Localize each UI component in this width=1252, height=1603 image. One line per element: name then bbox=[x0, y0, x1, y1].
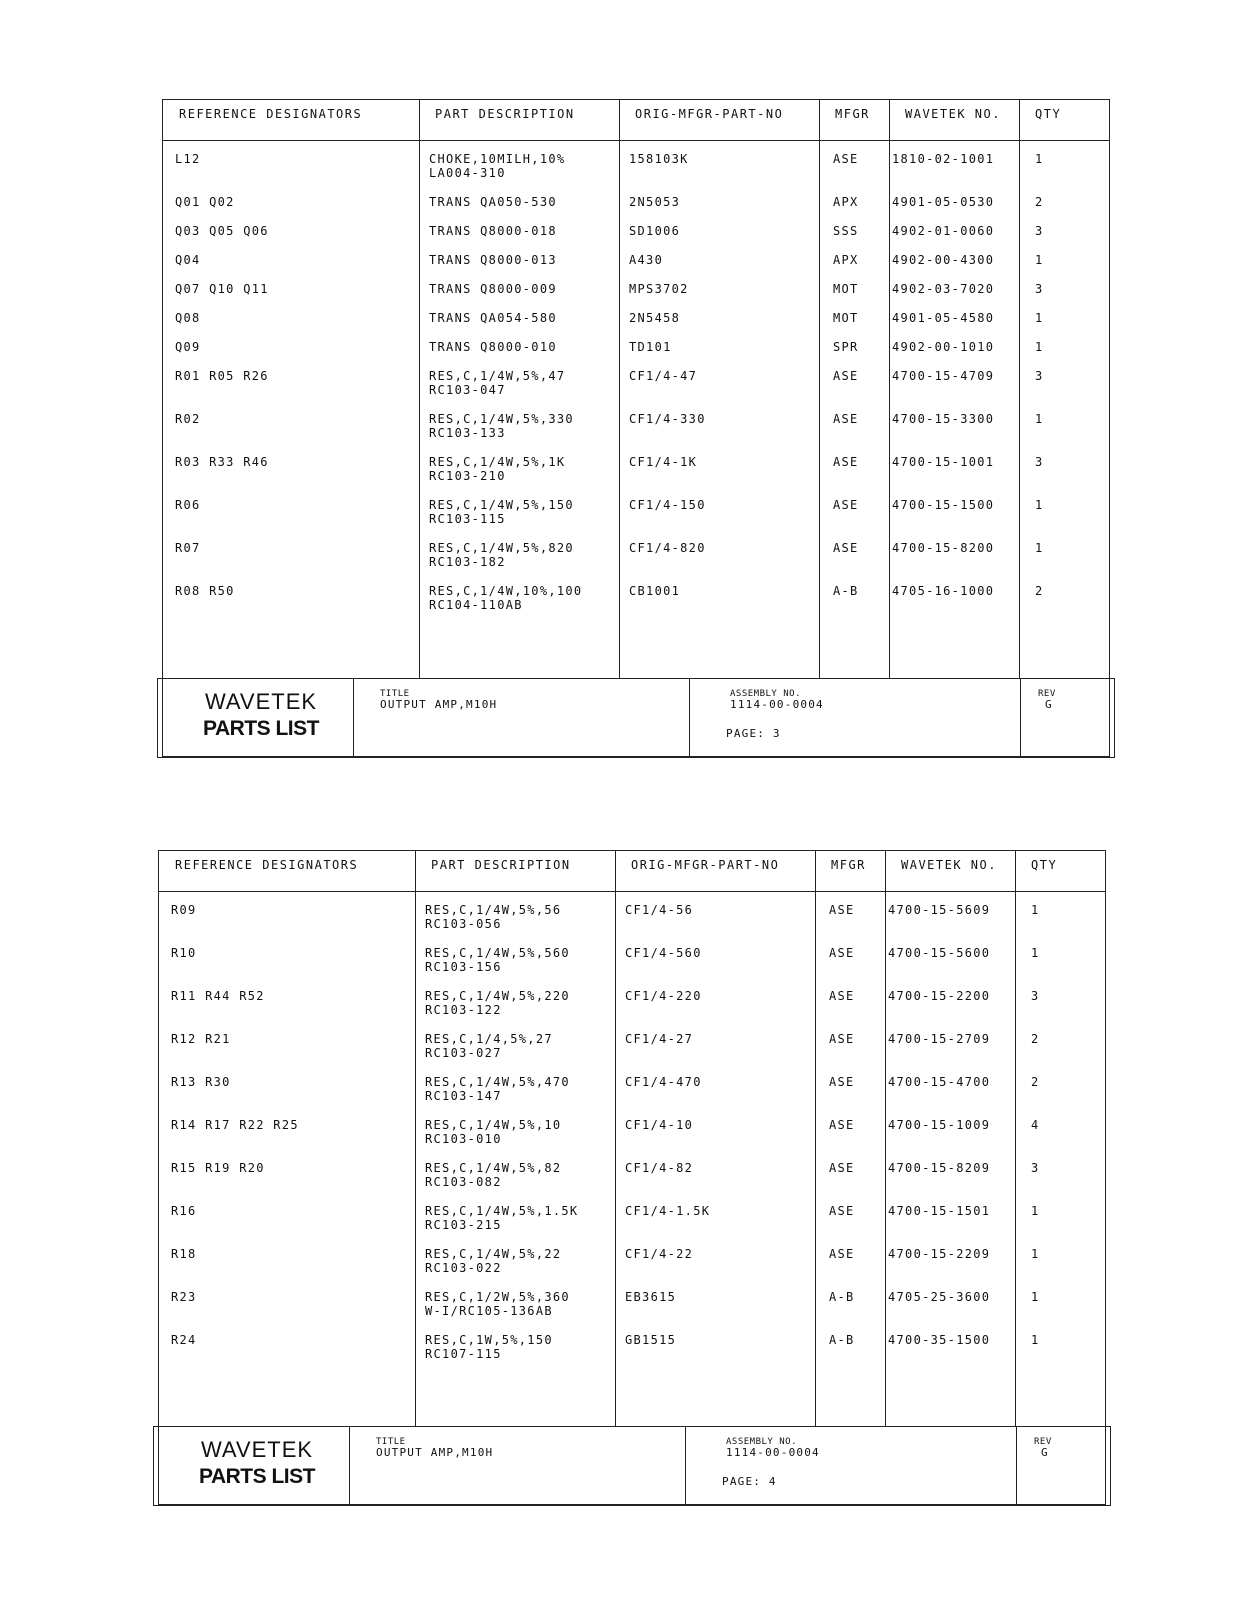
cell-orig: CF1/4-10 bbox=[625, 1118, 694, 1132]
cell-wavetek: 4902-00-4300 bbox=[892, 253, 995, 267]
cell-ref: R14 R17 R22 R25 bbox=[171, 1118, 299, 1132]
cell-wavetek: 4705-16-1000 bbox=[892, 584, 995, 598]
cell-desc: RES,C,1/4W,5%,560 RC103-156 bbox=[425, 946, 570, 974]
column-divider bbox=[819, 100, 820, 678]
cell-desc: TRANS Q8000-018 bbox=[429, 224, 557, 238]
cell-wavetek: 4700-35-1500 bbox=[888, 1333, 991, 1347]
cell-ref: R09 bbox=[171, 903, 197, 917]
footer-divider bbox=[685, 1427, 686, 1505]
cell-ref: Q04 bbox=[175, 253, 201, 267]
footer-divider bbox=[1020, 679, 1021, 757]
cell-qty: 4 bbox=[1031, 1118, 1040, 1132]
column-divider bbox=[419, 100, 420, 678]
column-divider bbox=[415, 851, 416, 1426]
cell-qty: 1 bbox=[1035, 541, 1044, 555]
rev-label: REV bbox=[1034, 1437, 1052, 1447]
header-qty: QTY bbox=[1035, 107, 1062, 121]
revision: G bbox=[1045, 698, 1053, 711]
rev-label: REV bbox=[1038, 689, 1056, 699]
cell-desc: CHOKE,10MILH,10% LA004-310 bbox=[429, 152, 566, 180]
header-orig-mfgr-part-no: ORIG-MFGR-PART-NO bbox=[631, 858, 780, 872]
cell-mfgr: ASE bbox=[829, 1161, 855, 1175]
cell-ref: L12 bbox=[175, 152, 201, 166]
title-label: TITLE bbox=[380, 689, 410, 699]
cell-wavetek: 4902-03-7020 bbox=[892, 282, 995, 296]
wavetek-logo bbox=[172, 1437, 342, 1489]
cell-orig: CF1/4-150 bbox=[629, 498, 706, 512]
column-divider bbox=[815, 851, 816, 1426]
cell-ref: Q03 Q05 Q06 bbox=[175, 224, 269, 238]
cell-desc: RES,C,1/4W,5%,330 RC103-133 bbox=[429, 412, 574, 440]
cell-mfgr: MOT bbox=[833, 311, 859, 325]
cell-wavetek: 4700-15-8200 bbox=[892, 541, 995, 555]
cell-desc: RES,C,1/2W,5%,360 W-I/RC105-136AB bbox=[425, 1290, 570, 1318]
cell-orig: CF1/4-82 bbox=[625, 1161, 694, 1175]
cell-orig: SD1006 bbox=[629, 224, 681, 238]
cell-ref: R08 R50 bbox=[175, 584, 235, 598]
cell-desc: RES,C,1/4,5%,27 RC103-027 bbox=[425, 1032, 553, 1060]
cell-ref: Q08 bbox=[175, 311, 201, 325]
cell-desc: RES,C,1/4W,5%,10 RC103-010 bbox=[425, 1118, 562, 1146]
cell-mfgr: SSS bbox=[833, 224, 859, 238]
cell-qty: 1 bbox=[1035, 152, 1044, 166]
cell-ref: R15 R19 R20 bbox=[171, 1161, 265, 1175]
cell-desc: TRANS Q8000-009 bbox=[429, 282, 557, 296]
cell-orig: CF1/4-56 bbox=[625, 903, 694, 917]
cell-qty: 1 bbox=[1031, 1204, 1040, 1218]
title-block bbox=[153, 1426, 1111, 1506]
cell-desc: RES,C,1/4W,5%,47 RC103-047 bbox=[429, 369, 566, 397]
column-divider bbox=[1015, 851, 1016, 1426]
parts-list-sheet-page-4 bbox=[158, 850, 1106, 1505]
cell-mfgr: A-B bbox=[833, 584, 859, 598]
cell-orig: CF1/4-220 bbox=[625, 989, 702, 1003]
cell-orig: 2N5458 bbox=[629, 311, 681, 325]
cell-orig: CF1/4-27 bbox=[625, 1032, 694, 1046]
cell-qty: 1 bbox=[1035, 311, 1044, 325]
cell-wavetek: 4700-15-5600 bbox=[888, 946, 991, 960]
cell-qty: 2 bbox=[1031, 1032, 1040, 1046]
cell-desc: RES,C,1/4W,5%,220 RC103-122 bbox=[425, 989, 570, 1017]
cell-mfgr: ASE bbox=[833, 455, 859, 469]
cell-mfgr: ASE bbox=[829, 1204, 855, 1218]
cell-desc: TRANS Q8000-010 bbox=[429, 340, 557, 354]
cell-mfgr: APX bbox=[833, 195, 859, 209]
cell-qty: 1 bbox=[1035, 253, 1044, 267]
cell-ref: R01 R05 R26 bbox=[175, 369, 269, 383]
parts-list-sheet-page-3 bbox=[162, 99, 1110, 757]
cell-wavetek: 4700-15-4700 bbox=[888, 1075, 991, 1089]
cell-mfgr: ASE bbox=[829, 1247, 855, 1261]
cell-mfgr: ASE bbox=[829, 903, 855, 917]
cell-orig: 158103K bbox=[629, 152, 689, 166]
assembly-number: 1114-00-0004 bbox=[726, 1446, 820, 1459]
cell-orig: A430 bbox=[629, 253, 664, 267]
cell-mfgr: A-B bbox=[829, 1333, 855, 1347]
cell-qty: 3 bbox=[1035, 369, 1044, 383]
column-divider bbox=[885, 851, 886, 1426]
cell-mfgr: MOT bbox=[833, 282, 859, 296]
cell-orig: CF1/4-330 bbox=[629, 412, 706, 426]
cell-wavetek: 4902-01-0060 bbox=[892, 224, 995, 238]
table-header bbox=[159, 851, 1105, 892]
cell-wavetek: 4901-05-4580 bbox=[892, 311, 995, 325]
cell-desc: RES,C,1/4W,5%,1.5K RC103-215 bbox=[425, 1204, 579, 1232]
cell-qty: 1 bbox=[1035, 498, 1044, 512]
cell-wavetek: 4901-05-0530 bbox=[892, 195, 995, 209]
cell-orig: CB1001 bbox=[629, 584, 681, 598]
cell-desc: RES,C,1/4W,5%,56 RC103-056 bbox=[425, 903, 562, 931]
cell-qty: 3 bbox=[1031, 989, 1040, 1003]
revision: G bbox=[1041, 1446, 1049, 1459]
cell-qty: 2 bbox=[1035, 195, 1044, 209]
cell-ref: Q07 Q10 Q11 bbox=[175, 282, 269, 296]
cell-orig: EB3615 bbox=[625, 1290, 677, 1304]
cell-desc: RES,C,1/4W,5%,22 RC103-022 bbox=[425, 1247, 562, 1275]
cell-orig: CF1/4-820 bbox=[629, 541, 706, 555]
assembly-title: OUTPUT AMP,M10H bbox=[380, 698, 498, 711]
cell-qty: 1 bbox=[1031, 1247, 1040, 1261]
cell-ref: R06 bbox=[175, 498, 201, 512]
header-wavetek-no: WAVETEK NO. bbox=[901, 858, 997, 872]
cell-mfgr: ASE bbox=[833, 369, 859, 383]
cell-qty: 3 bbox=[1035, 224, 1044, 238]
cell-ref: R10 bbox=[171, 946, 197, 960]
cell-ref: R16 bbox=[171, 1204, 197, 1218]
cell-wavetek: 4700-15-1500 bbox=[892, 498, 995, 512]
cell-orig: GB1515 bbox=[625, 1333, 677, 1347]
cell-wavetek: 4700-15-4709 bbox=[892, 369, 995, 383]
cell-ref: R24 bbox=[171, 1333, 197, 1347]
cell-mfgr: ASE bbox=[833, 541, 859, 555]
footer-divider bbox=[353, 679, 354, 757]
cell-orig: CF1/4-560 bbox=[625, 946, 702, 960]
cell-ref: R12 R21 bbox=[171, 1032, 231, 1046]
assembly-number: 1114-00-0004 bbox=[730, 698, 824, 711]
cell-qty: 2 bbox=[1031, 1075, 1040, 1089]
header-reference-designators: REFERENCE DESIGNATORS bbox=[175, 858, 359, 872]
header-mfgr: MFGR bbox=[835, 107, 870, 121]
cell-mfgr: ASE bbox=[829, 1118, 855, 1132]
cell-mfgr: ASE bbox=[833, 498, 859, 512]
cell-wavetek: 1810-02-1001 bbox=[892, 152, 995, 166]
cell-desc: RES,C,1/4W,5%,470 RC103-147 bbox=[425, 1075, 570, 1103]
cell-orig: CF1/4-1.5K bbox=[625, 1204, 711, 1218]
cell-wavetek: 4705-25-3600 bbox=[888, 1290, 991, 1304]
cell-wavetek: 4700-15-1001 bbox=[892, 455, 995, 469]
cell-ref: R11 R44 R52 bbox=[171, 989, 265, 1003]
assembly-label: ASSEMBLY NO. bbox=[730, 689, 802, 699]
wavetek-logo bbox=[176, 689, 346, 741]
cell-qty: 3 bbox=[1035, 455, 1044, 469]
cell-qty: 3 bbox=[1035, 282, 1044, 296]
column-divider bbox=[619, 100, 620, 678]
cell-mfgr: A-B bbox=[829, 1290, 855, 1304]
cell-qty: 2 bbox=[1035, 584, 1044, 598]
page-number: PAGE: 4 bbox=[722, 1475, 777, 1488]
cell-wavetek: 4700-15-5609 bbox=[888, 903, 991, 917]
cell-orig: CF1/4-22 bbox=[625, 1247, 694, 1261]
cell-mfgr: ASE bbox=[833, 152, 859, 166]
footer-divider bbox=[689, 679, 690, 757]
cell-qty: 1 bbox=[1031, 903, 1040, 917]
parts-list-label: PARTS LIST bbox=[203, 717, 319, 740]
parts-list-label: PARTS LIST bbox=[199, 1465, 315, 1488]
cell-wavetek: 4902-00-1010 bbox=[892, 340, 995, 354]
cell-orig: TD101 bbox=[629, 340, 672, 354]
cell-ref: R23 bbox=[171, 1290, 197, 1304]
cell-mfgr: ASE bbox=[833, 412, 859, 426]
cell-ref: Q09 bbox=[175, 340, 201, 354]
cell-wavetek: 4700-15-1501 bbox=[888, 1204, 991, 1218]
cell-wavetek: 4700-15-3300 bbox=[892, 412, 995, 426]
cell-mfgr: SPR bbox=[833, 340, 859, 354]
cell-orig: CF1/4-1K bbox=[629, 455, 698, 469]
cell-ref: R13 R30 bbox=[171, 1075, 231, 1089]
assembly-title: OUTPUT AMP,M10H bbox=[376, 1446, 494, 1459]
column-divider bbox=[889, 100, 890, 678]
page-number: PAGE: 3 bbox=[726, 727, 781, 740]
column-divider bbox=[615, 851, 616, 1426]
cell-qty: 3 bbox=[1031, 1161, 1040, 1175]
brand-name: WAVETEK bbox=[200, 1437, 314, 1462]
cell-desc: RES,C,1/4W,5%,1K RC103-210 bbox=[429, 455, 566, 483]
title-block bbox=[157, 678, 1115, 758]
cell-qty: 1 bbox=[1035, 340, 1044, 354]
cell-orig: MPS3702 bbox=[629, 282, 689, 296]
footer-divider bbox=[349, 1427, 350, 1505]
cell-wavetek: 4700-15-1009 bbox=[888, 1118, 991, 1132]
assembly-label: ASSEMBLY NO. bbox=[726, 1437, 798, 1447]
brand-name: WAVETEK bbox=[204, 689, 318, 714]
cell-desc: TRANS QA050-530 bbox=[429, 195, 557, 209]
cell-desc: RES,C,1/4W,5%,82 RC103-082 bbox=[425, 1161, 562, 1189]
title-label: TITLE bbox=[376, 1437, 406, 1447]
cell-desc: RES,C,1/4W,10%,100 RC104-110AB bbox=[429, 584, 583, 612]
header-part-description: PART DESCRIPTION bbox=[431, 858, 571, 872]
cell-qty: 1 bbox=[1035, 412, 1044, 426]
cell-mfgr: APX bbox=[833, 253, 859, 267]
column-divider bbox=[1019, 100, 1020, 678]
table-header bbox=[163, 100, 1109, 141]
cell-desc: RES,C,1W,5%,150 RC107-115 bbox=[425, 1333, 553, 1361]
cell-mfgr: ASE bbox=[829, 1032, 855, 1046]
header-reference-designators: REFERENCE DESIGNATORS bbox=[179, 107, 363, 121]
cell-ref: R02 bbox=[175, 412, 201, 426]
cell-mfgr: ASE bbox=[829, 989, 855, 1003]
header-qty: QTY bbox=[1031, 858, 1058, 872]
cell-ref: Q01 Q02 bbox=[175, 195, 235, 209]
cell-ref: R03 R33 R46 bbox=[175, 455, 269, 469]
cell-wavetek: 4700-15-2709 bbox=[888, 1032, 991, 1046]
cell-desc: TRANS Q8000-013 bbox=[429, 253, 557, 267]
cell-desc: RES,C,1/4W,5%,820 RC103-182 bbox=[429, 541, 574, 569]
header-mfgr: MFGR bbox=[831, 858, 866, 872]
header-part-description: PART DESCRIPTION bbox=[435, 107, 575, 121]
cell-mfgr: ASE bbox=[829, 1075, 855, 1089]
cell-mfgr: ASE bbox=[829, 946, 855, 960]
cell-qty: 1 bbox=[1031, 1333, 1040, 1347]
cell-wavetek: 4700-15-2200 bbox=[888, 989, 991, 1003]
cell-qty: 1 bbox=[1031, 1290, 1040, 1304]
header-wavetek-no: WAVETEK NO. bbox=[905, 107, 1001, 121]
header-orig-mfgr-part-no: ORIG-MFGR-PART-NO bbox=[635, 107, 784, 121]
cell-orig: CF1/4-47 bbox=[629, 369, 698, 383]
cell-desc: RES,C,1/4W,5%,150 RC103-115 bbox=[429, 498, 574, 526]
footer-divider bbox=[1016, 1427, 1017, 1505]
cell-wavetek: 4700-15-2209 bbox=[888, 1247, 991, 1261]
cell-orig: CF1/4-470 bbox=[625, 1075, 702, 1089]
cell-orig: 2N5053 bbox=[629, 195, 681, 209]
cell-desc: TRANS QA054-580 bbox=[429, 311, 557, 325]
cell-wavetek: 4700-15-8209 bbox=[888, 1161, 991, 1175]
cell-ref: R18 bbox=[171, 1247, 197, 1261]
cell-qty: 1 bbox=[1031, 946, 1040, 960]
cell-ref: R07 bbox=[175, 541, 201, 555]
